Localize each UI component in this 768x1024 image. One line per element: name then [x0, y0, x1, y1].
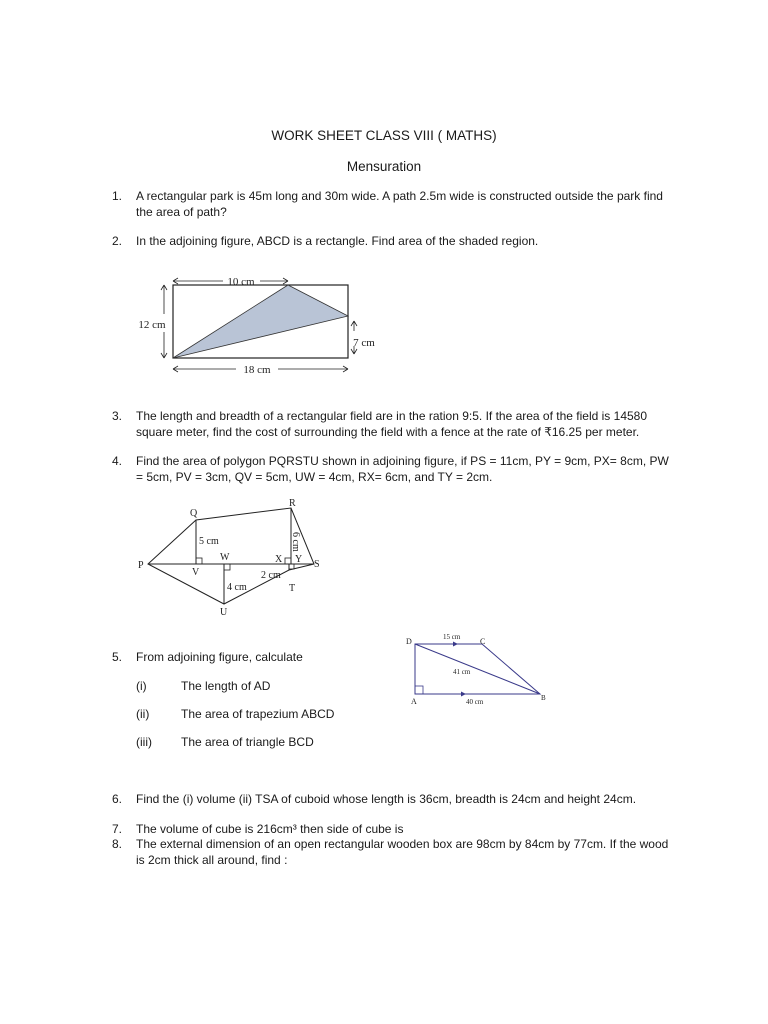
- label-b: B: [541, 694, 546, 702]
- right-dimension-label: 7 cm: [353, 337, 375, 349]
- label-rx-length: 6 cm: [290, 532, 301, 552]
- part-text: The area of trapezium ABCD: [181, 707, 335, 721]
- part-label: (iii): [136, 735, 152, 749]
- polygon-figure: [130, 496, 330, 618]
- label-q: Q: [190, 508, 198, 519]
- question-number: 7.: [112, 822, 123, 836]
- question-text: The volume of cube is 216cm³ then side of cube is: [136, 822, 404, 836]
- label-uw-length: 4 cm: [227, 582, 247, 593]
- label-r: R: [289, 498, 296, 509]
- label-ab-length: 40 cm: [466, 698, 484, 706]
- left-dimension-label: 12 cm: [138, 319, 166, 331]
- question-number: 2.: [112, 234, 123, 248]
- question-number: 8.: [112, 837, 123, 851]
- trapezium-figure: [400, 628, 560, 710]
- question-text: In the adjoining figure, ABCD is a rectangle. Find area of the shaded region.: [136, 234, 539, 248]
- page-title: WORK SHEET CLASS VIII ( MATHS): [271, 128, 497, 143]
- question-number: 6.: [112, 792, 123, 806]
- question-text: The external dimension of an open rectangular wooden box are 98cm by 84cm by 77cm. If the wood is 2cm thick all around, find :: [136, 837, 669, 867]
- label-u: U: [220, 607, 228, 618]
- question-text: The length and breadth of a rectangular field are in the ration 9:5. If the area of the field is 14580 square meter, find the cost of surrounding the field with a fence at the rate of ₹16.25 per meter.: [136, 409, 648, 439]
- label-qv-length: 5 cm: [199, 536, 219, 547]
- part-text: The length of AD: [181, 679, 271, 693]
- question-text: A rectangular park is 45m long and 30m wide. A path 2.5m wide is constructed outside the park find the area of path?: [136, 189, 663, 219]
- label-x: X: [275, 554, 283, 565]
- page-subtitle: Mensuration: [346, 159, 422, 174]
- bottom-dimension-label: 18 cm: [243, 364, 271, 376]
- label-d: D: [406, 637, 412, 646]
- label-s: S: [314, 559, 320, 570]
- label-y: Y: [295, 554, 303, 565]
- label-c: C: [480, 637, 486, 646]
- question-text: Find the area of polygon PQRSTU shown in adjoining figure, if PS = 11cm, PY = 9cm, PX= 8cm, PW = 5cm, PV = 3cm, QV = 5cm, UW = 4cm, RX= 6cm, and TY = 2cm.: [136, 454, 669, 484]
- label-p: P: [138, 560, 144, 571]
- label-w: W: [220, 552, 230, 563]
- question-text: From adjoining figure, calculate: [136, 650, 303, 664]
- label-t: T: [289, 583, 296, 594]
- label-diagonal-length: 41 cm: [453, 668, 471, 676]
- question-number: 4.: [112, 454, 123, 468]
- question-number: 1.: [112, 189, 123, 203]
- label-dc-length: 15 cm: [443, 633, 461, 641]
- shaded-triangle: [173, 285, 348, 358]
- top-dimension-label: 10 cm: [227, 276, 255, 288]
- label-ty-length: 2 cm: [261, 570, 281, 581]
- question-number: 5.: [112, 650, 123, 664]
- label-a: A: [411, 697, 417, 706]
- label-v: V: [192, 567, 200, 578]
- rectangle-figure: [128, 266, 388, 384]
- question-text: Find the (i) volume (ii) TSA of cuboid whose length is 36cm, breadth is 24cm and height 24cm.: [136, 792, 637, 806]
- question-number: 3.: [112, 409, 123, 423]
- part-label: (i): [136, 679, 147, 693]
- part-label: (ii): [136, 707, 150, 721]
- part-text: The area of triangle BCD: [181, 735, 314, 749]
